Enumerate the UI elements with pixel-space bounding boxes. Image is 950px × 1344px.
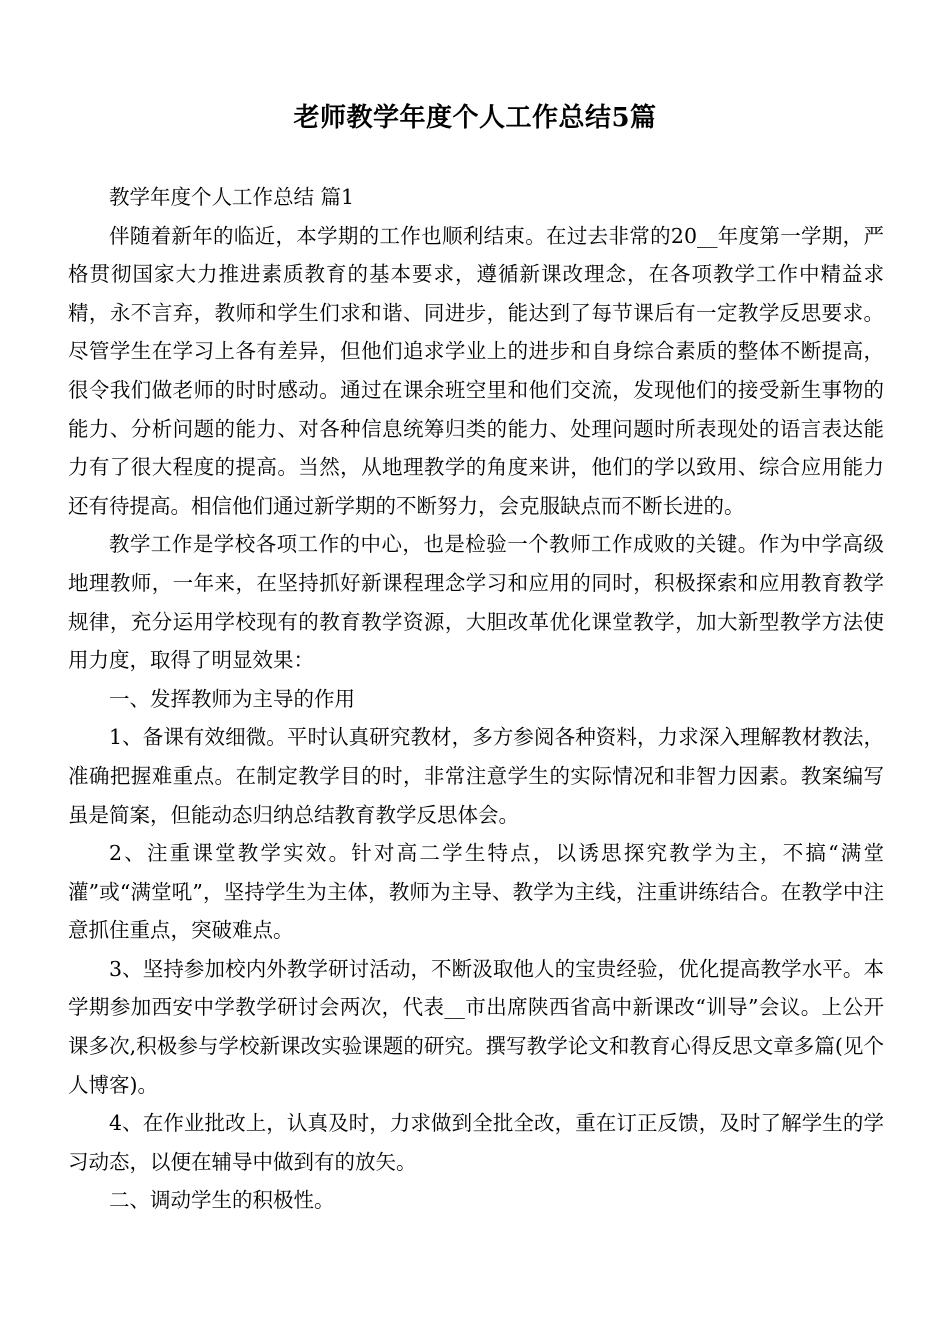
paragraph: 3、坚持参加校内外教学研讨活动，不断汲取他人的宝贵经验，优化提高教学水平。本学期参加西安中学教学研讨会两次，代表__市出席陕西省高中新课改“训导”会议。上公开课多次,积极参与学校新课改实验课题的研究。撰写教学论文和教育心得反思文章多篇(见个人博客)。 <box>68 956 884 1097</box>
paragraph: 4、在作业批改上，认真及时，力求做到全批全改，重在订正反馈，及时了解学生的学习动态，以便在辅导中做到有的放矢。 <box>68 1111 884 1174</box>
paragraph: 2、注重课堂教学实效。针对高二学生特点，以诱思探究教学为主，不搞“满堂灌”或“满堂吼”，坚持学生为主体，教师为主导、教学为主线，注重讲练结合。在教学中注意抓住重点，突破难点。 <box>68 841 884 943</box>
subsection-heading: 二、调动学生的积极性。 <box>109 1188 335 1213</box>
paragraph: 1、备课有效细微。平时认真研究教材，多方参阅各种资料，力求深入理解教材教法，准确把握难重点。在制定教学目的时，非常注意学生的实际情况和非智力因素。教案编写虽是简案，但能动态归纳总结教育教学反思体会。 <box>68 725 884 827</box>
document-title: 老师教学年度个人工作总结5篇 <box>293 103 657 133</box>
section-heading: 教学年度个人工作总结 篇1 <box>109 185 355 209</box>
paragraph: 伴随着新年的临近，本学期的工作也顺利结束。在过去非常的20__年度第一学期，严格贯彻国家大力推进素质教育的基本要求，遵循新课改理念，在各项教学工作中精益求精，永不言弃，教师和学生们求和谐、同进步，能达到了每节课后有一定教学反思要求。尽管学生在学习上各有差异，但他们追求学业上的进步和自身综合素质的整体不断提高，很令我们做老师的时时感动。通过在课余班空里和他们交流，发现他们的接受新生事物的能力、分析问题的能力、对各种信息统筹归类的能力、处理问题时所表现处的语言表达能力有了很大程度的提高。当然，从地理教学的角度来讲，他们的学以致用、综合应用能力还有待提高。相信他们通过新学期的不断努力，会克服缺点而不断长进的。 <box>68 223 884 518</box>
document-body <box>68 178 884 1220</box>
paragraph: 教学工作是学校各项工作的中心，也是检验一个教师工作成败的关键。作为中学高级地理教师，一年来，在坚持抓好新课程理念学习和应用的同时，积极探索和应用教育教学规律，充分运用学校现有的教育教学资源，大胆改革优化课堂教学，加大新型教学方法使用力度，取得了明显效果： <box>68 532 884 673</box>
subsection-heading: 一、发挥教师为主导的作用 <box>109 686 355 711</box>
